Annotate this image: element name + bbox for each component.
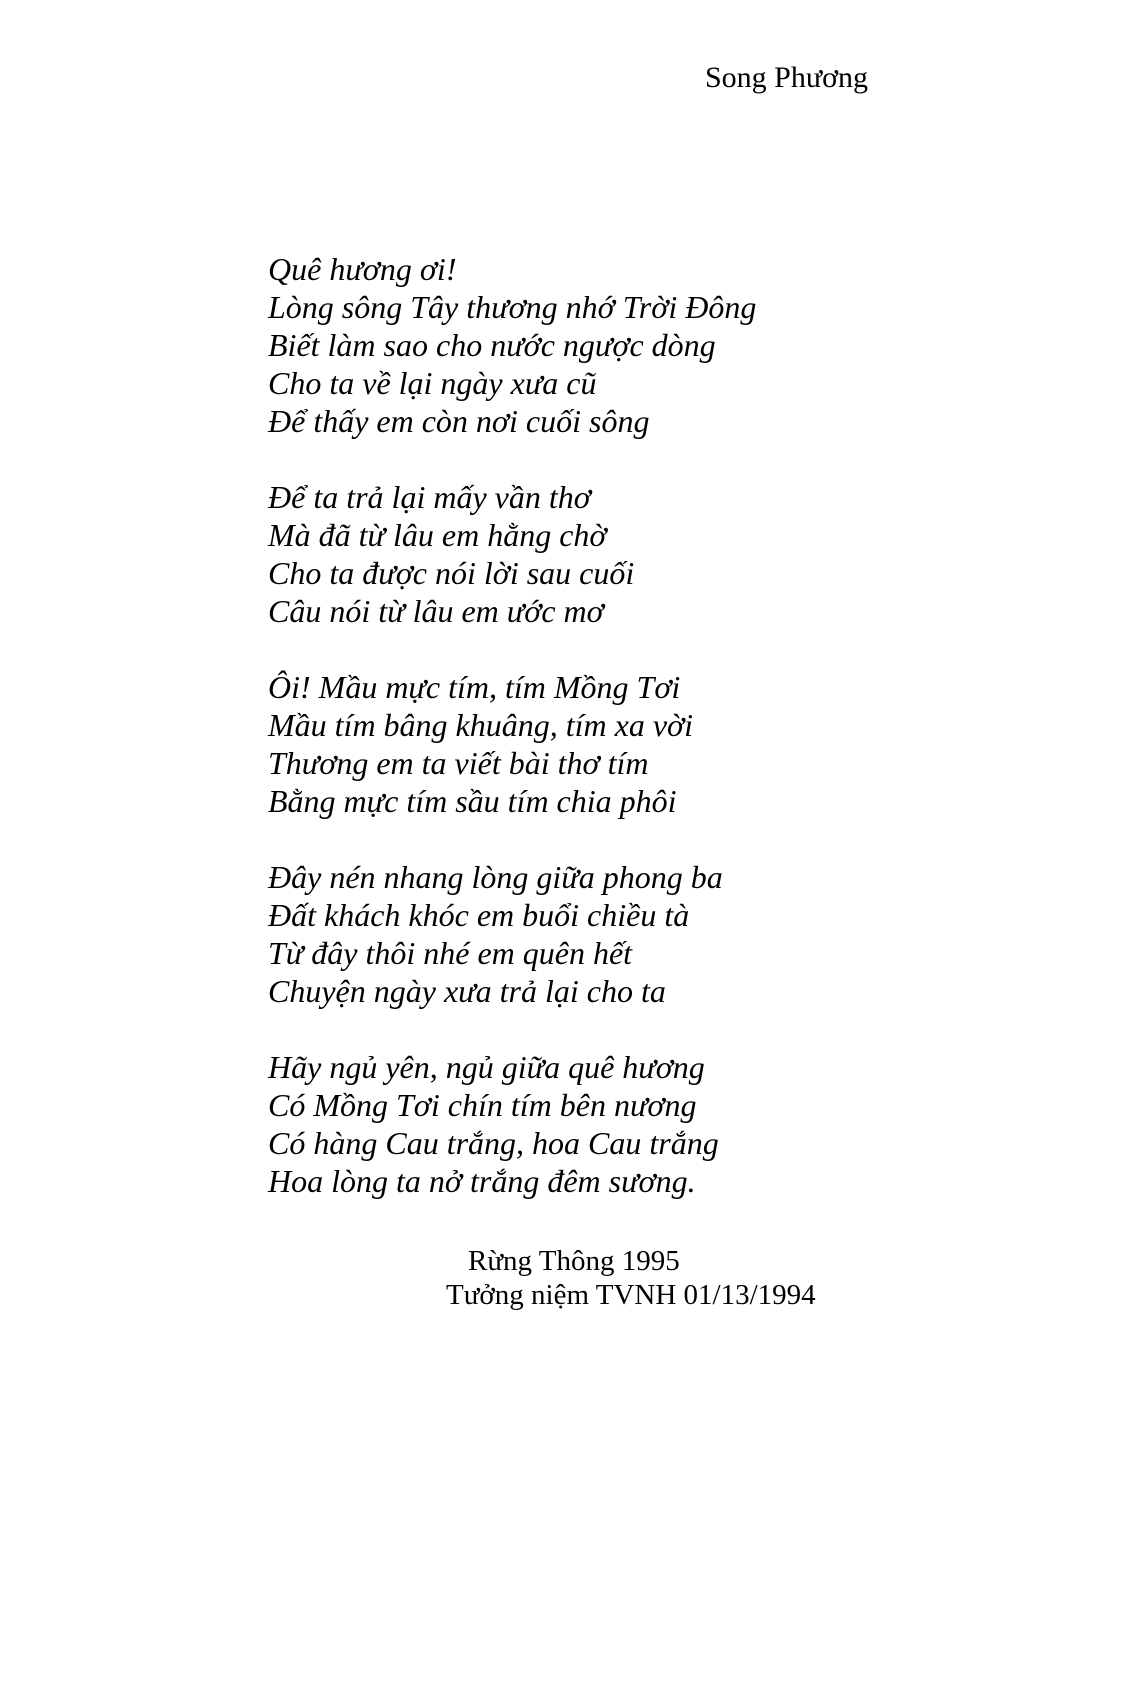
poem-line: Cho ta được nói lời sau cuối xyxy=(268,555,635,591)
poem-line: Lòng sông Tây thương nhớ Trời Đông xyxy=(268,289,757,325)
poem-line: Có hàng Cau trắng, hoa Cau trắng xyxy=(268,1125,719,1161)
poem-line: Để ta trả lại mấy vần thơ xyxy=(268,479,591,515)
poem-line: Bằng mực tím sầu tím chia phôi xyxy=(268,783,677,819)
poem-line: Câu nói từ lâu em ước mơ xyxy=(268,593,604,629)
author-name: Song Phương xyxy=(705,61,868,94)
place-date: Rừng Thông 1995 xyxy=(468,1245,680,1277)
poem-line: Để thấy em còn nơi cuối sông xyxy=(268,403,650,439)
stanza-3 xyxy=(268,668,968,820)
stanza-5 xyxy=(268,1048,968,1200)
poem-line: Đất khách khóc em buổi chiều tà xyxy=(268,897,690,933)
stanza-4 xyxy=(268,858,968,1010)
poem-line: Biết làm sao cho nước ngược dòng xyxy=(268,327,716,363)
poem-line: Thương em ta viết bài thơ tím xyxy=(268,745,649,781)
poem-line: Quê hương ơi! xyxy=(268,251,457,287)
poem-line: Có Mồng Tơi chín tím bên nương xyxy=(268,1087,697,1123)
poem-line: Mà đã từ lâu em hằng chờ xyxy=(268,517,607,553)
memorial-dedication: Tưởng niệm TVNH 01/13/1994 xyxy=(446,1279,816,1311)
poem-body xyxy=(268,250,968,1238)
poem-line: Hãy ngủ yên, ngủ giữa quê hương xyxy=(268,1049,705,1085)
stanza-2 xyxy=(268,478,968,630)
poem-line: Ôi! Mầu mực tím, tím Mồng Tơi xyxy=(268,669,681,705)
poem-line: Mầu tím bâng khuâng, tím xa vời xyxy=(268,707,694,743)
stanza-1 xyxy=(268,250,968,440)
poem-line: Đây nén nhang lòng giữa phong ba xyxy=(268,859,723,895)
poem-line: Hoa lòng ta nở trắng đêm sương. xyxy=(268,1163,696,1199)
poem-line: Từ đây thôi nhé em quên hết xyxy=(268,935,633,971)
poem-line: Cho ta về lại ngày xưa cũ xyxy=(268,365,597,401)
poem-line: Chuyện ngày xưa trả lại cho ta xyxy=(268,973,666,1009)
